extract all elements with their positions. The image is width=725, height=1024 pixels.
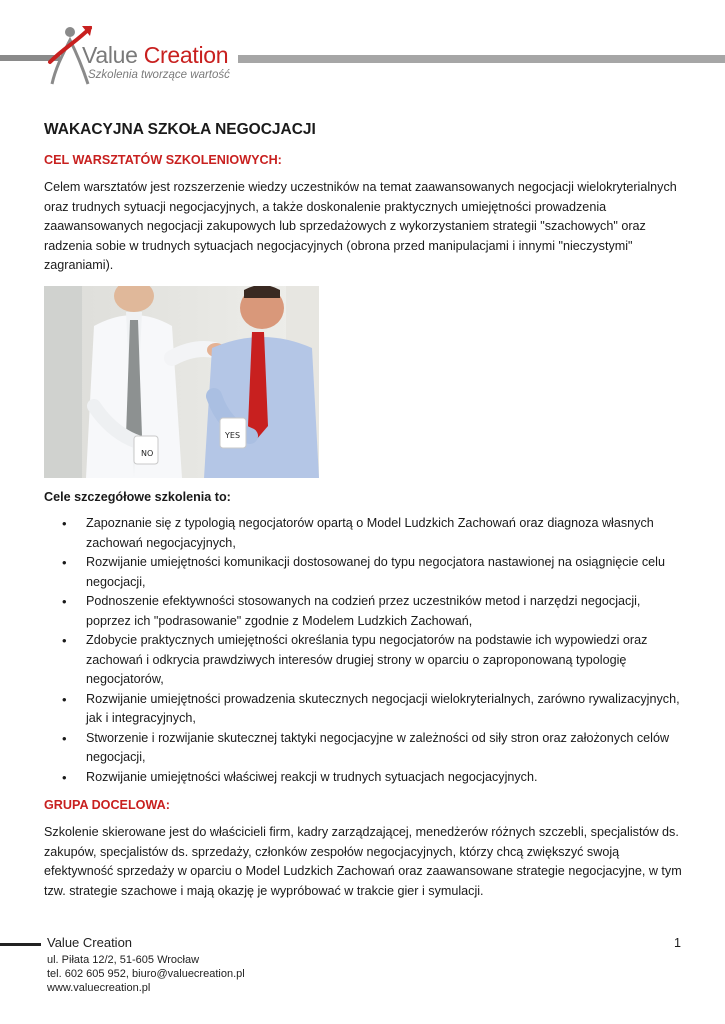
goal-heading: CEL WARSZTATÓW SZKOLENIOWYCH: (44, 153, 282, 167)
footer-address: ul. Piłata 12/2, 51-605 Wrocław (47, 954, 200, 966)
footer-website: www.valuecreation.pl (47, 982, 151, 994)
list-item: • Zapoznanie się z typologią negocjatorów opartą o Model Ludzkich Zachowań oraz diagnoza własnych zachowań negocjacyjnych, (86, 514, 684, 553)
mug-yes-label: YES (225, 430, 241, 440)
logo-name-part1: Value (82, 42, 138, 68)
document-body (44, 120, 684, 901)
list-item: • Stworzenie i rozwijanie skutecznej taktyki negocjacyjne w zależności od siły stron oraz założonych celów negocjacji, (86, 729, 684, 768)
goal-text: Celem warsztatów jest rozszerzenie wiedzy uczestników na temat zaawansowanych negocjacji wielokryterialnych oraz trudnych sytuacji negocjacyjnych, a także doskonalenie praktycznych umiejętności prowadzenia zaawansowanych negocjacji zakupowych lub sprzedażowych z wykorzystaniem strategii "szachowych" oraz radzenia sobie w trudnych sytuacjach negocjacyjnych (obrona przed manipulacjami i innymi "nieczystymi" zagraniami). (44, 180, 677, 272)
footer-line (0, 943, 41, 946)
logo-name (82, 42, 228, 69)
goals-detail-heading: Cele szczegółowe szkolenia to: (44, 489, 231, 504)
list-item: • Rozwijanie umiejętności prowadzenia skutecznych negocjacji wielokryterialnych, zarówno rywalizacyjnych, jak i integracyjnych, (86, 690, 684, 729)
target-heading: GRUPA DOCELOWA: (44, 798, 170, 812)
logo-tagline: Szkolenia tworzące wartość (88, 69, 230, 81)
list-item: • Rozwijanie umiejętności właściwej reakcji w trudnych sytuacjach negocjacyjnych. (86, 768, 684, 788)
page-title: WAKACYJNA SZKOŁA NEGOCJACJI (44, 121, 316, 138)
list-item: • Zdobycie praktycznych umiejętności określania typu negocjatorów na podstawie ich wypowiedzi oraz zachowań i odkrycia prawdziwych interesów drugiej strony w oparciu o zaproponowaną typologię negocjatorów, (86, 631, 684, 690)
logo (46, 22, 236, 90)
header-bar-right (238, 55, 725, 63)
footer-contact: tel. 602 605 952, biuro@valuecreation.pl (47, 968, 245, 980)
footer (47, 935, 245, 995)
list-item: • Rozwijanie umiejętności komunikacji dostosowanej do typu negocjatora nastawionej na osiągnięcie celu negocjacji, (86, 553, 684, 592)
list-item: • Podnoszenie efektywności stosowanych na codzień przez uczestników metod i narzędzi negocjacji, poprzez ich "podrasowanie" zgodnie z Modelem Ludzkich Zachowań, (86, 592, 684, 631)
goals-list (44, 514, 684, 787)
negotiation-photo (44, 286, 319, 478)
page-number: 1 (674, 936, 682, 950)
logo-name-part2: Creation (143, 42, 229, 68)
target-text: Szkolenie skierowane jest do właścicieli firm, kadry zarządzającej, menedżerów różnych szczebli, specjalistów ds. zakupów, specjalistów ds. sprzedaży, członków zespołów negocjacyjnych, którzy chcą zwiększyć swoją efektywność sprzedaży w oparciu o Model Ludzkich Zachowań oraz zaawansowane strategie negocjacyjne, w tym tzw. strategie szachowe i mają okazję je wypróbować w trakcie gier i symulacji. (44, 825, 682, 898)
mug-no-label: NO (141, 448, 154, 458)
footer-company: Value Creation (47, 935, 133, 950)
